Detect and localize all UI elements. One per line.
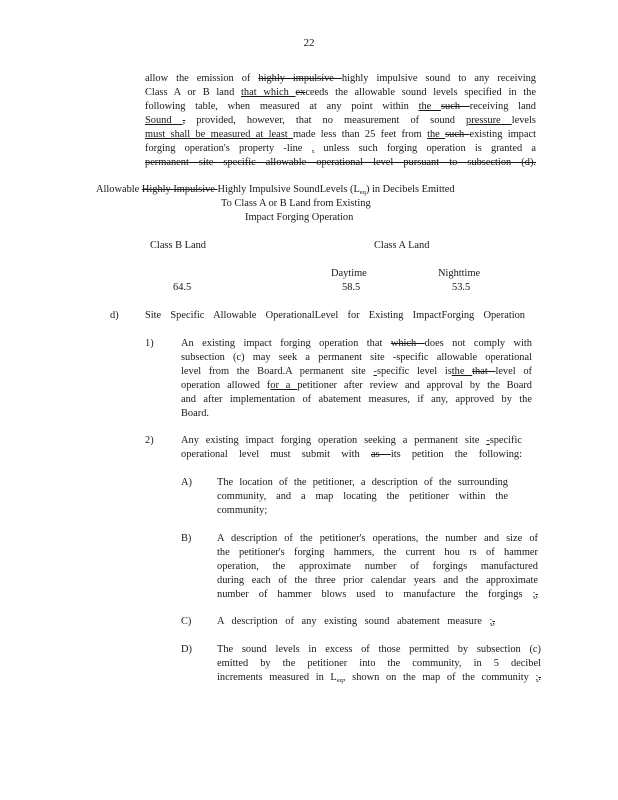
page-number: 22 xyxy=(303,37,315,49)
strike-text: such xyxy=(445,129,470,140)
daytime-label: Daytime xyxy=(331,268,367,279)
table-caption-line-1: Allowable Highly Impulsive Highly Impulsive SoundLevels $(L_{eq})$ in Decibels Emitted xyxy=(96,184,455,196)
underline-text: ; xyxy=(489,616,493,627)
text-line: forging operation's property -line , unless such forging operation is granted a xyxy=(145,143,536,154)
strike-text: such xyxy=(440,101,470,112)
class-a-header: Class A Land xyxy=(374,240,430,251)
sub-item-a-label: A) xyxy=(181,477,192,488)
text-line xyxy=(145,156,536,170)
section-d-title: Site Specific Allowable OperationalLevel for Existing ImpactForging Operation xyxy=(145,310,525,321)
underline-text: - xyxy=(373,366,377,377)
underline-text: must shall be measured at least xyxy=(145,129,293,140)
text-line: operation, the approximate number of forgings manufactured xyxy=(217,561,538,572)
text-line: operation allowed for a petitioner after review and approval by the Board xyxy=(181,380,532,391)
class-a-nighttime-value: 53.5 xyxy=(452,282,471,293)
item-2-text xyxy=(181,434,522,462)
section-d-label: d) xyxy=(110,310,119,321)
sub-item-d-label: D) xyxy=(181,644,192,655)
underline-text: pressure xyxy=(466,115,512,126)
underline-text: , xyxy=(311,143,315,154)
sub-item-c-text xyxy=(217,615,495,629)
strike-text: . xyxy=(538,672,541,683)
text-line: subsection (c) may seek a permanent site -specific allowable operational xyxy=(181,352,532,363)
text-line: A description of the petitioner's operations, the number and size of xyxy=(217,533,538,544)
underline-text: the xyxy=(418,101,441,112)
class-b-value: 64.5 xyxy=(173,282,192,293)
text-line: during each of the three prior calendar years and the approximate xyxy=(217,575,538,586)
text-line: Class A or B land that which exceeds the allowable sound levels specified in the xyxy=(145,87,536,98)
text-line: Board. xyxy=(181,408,209,419)
text-line: following table, when measured at any point within the such receiving land xyxy=(145,101,536,112)
class-b-header: Class B Land xyxy=(150,240,206,251)
item-1-text xyxy=(181,337,532,421)
strike-text: as xyxy=(370,449,391,460)
sub-item-b-label: B) xyxy=(181,533,192,544)
intro-paragraph xyxy=(145,72,536,170)
underline-text: Sound xyxy=(145,115,183,126)
underline-text: or a xyxy=(270,380,298,391)
strike-text: that xyxy=(472,366,496,377)
nighttime-label: Nighttime xyxy=(438,268,481,279)
text-line: A description of any existing sound abatement measure ;, xyxy=(217,616,495,627)
text-line: number of hammer blows used to manufacture the forgings ;, xyxy=(217,589,538,600)
text-line: must shall be measured at least made less than 25 feet from the such existing impact xyxy=(145,129,536,140)
item-1-label: 1) xyxy=(145,338,154,349)
table-caption-line-3: Impact Forging Operation xyxy=(245,212,354,223)
strike-text: ex xyxy=(295,87,306,98)
text-line: community; xyxy=(217,505,268,516)
text-line: community, and a map locating the petitioner within the xyxy=(217,491,508,502)
item-2-label: 2) xyxy=(145,435,154,446)
strike-text: permanent site specific allowable operational level pursuant to subsection (d). xyxy=(145,157,536,168)
text-line: allow the emission of highly impulsive highly impulsive sound to any receiving xyxy=(145,73,536,84)
sub-item-c-label: C) xyxy=(181,616,192,627)
text-line: The location of the petitioner, a description of the surrounding xyxy=(217,477,508,488)
text-line: The sound levels in excess of those permitted by subsection (c) xyxy=(217,644,541,655)
table-caption-line-2: To Class A or B Land from Existing xyxy=(221,198,371,209)
underline-text: ; xyxy=(535,672,539,683)
sub-item-b-text xyxy=(217,532,538,602)
text-line: the petitioner's forging hammers, the current hou rs of hammer xyxy=(217,547,538,558)
text-line: and after implementation of abatement measures, if any, approved by the xyxy=(181,394,532,405)
text-line: Sound , provided, however, that no measurement of sound pressure levels xyxy=(145,115,536,126)
strike-text: , xyxy=(182,115,186,126)
underline-text: the xyxy=(451,366,473,377)
sub-item-a-text xyxy=(217,476,508,518)
strike-text: , xyxy=(535,589,538,600)
sub-item-d-text xyxy=(217,643,541,688)
text-line: operational level must submit with as its petition the following: xyxy=(181,449,523,460)
strike-text: Highly Impulsive xyxy=(141,184,218,195)
text-line: emitted by the petitioner into the community, in 5 decibel xyxy=(217,658,541,669)
text-line: An existing impact forging operation that which does not comply with xyxy=(181,338,532,349)
text-line: increments measured in $L_{eq}$, shown on the map of the community ;. xyxy=(217,672,541,684)
strike-text: highly impulsive xyxy=(258,73,342,84)
text-line: level from the Board.A permanent site -specific level isthe that level of xyxy=(181,366,532,377)
underline-text: the xyxy=(427,129,446,140)
text-line: Any existing impact forging operation seeking a permanent site -specific xyxy=(181,435,522,446)
strike-text: which xyxy=(390,338,425,349)
strike-text: , xyxy=(492,616,495,627)
underline-text: - xyxy=(486,435,490,446)
class-a-daytime-value: 58.5 xyxy=(342,282,361,293)
underline-text: ; xyxy=(532,589,536,600)
underline-text: that which xyxy=(241,87,296,98)
